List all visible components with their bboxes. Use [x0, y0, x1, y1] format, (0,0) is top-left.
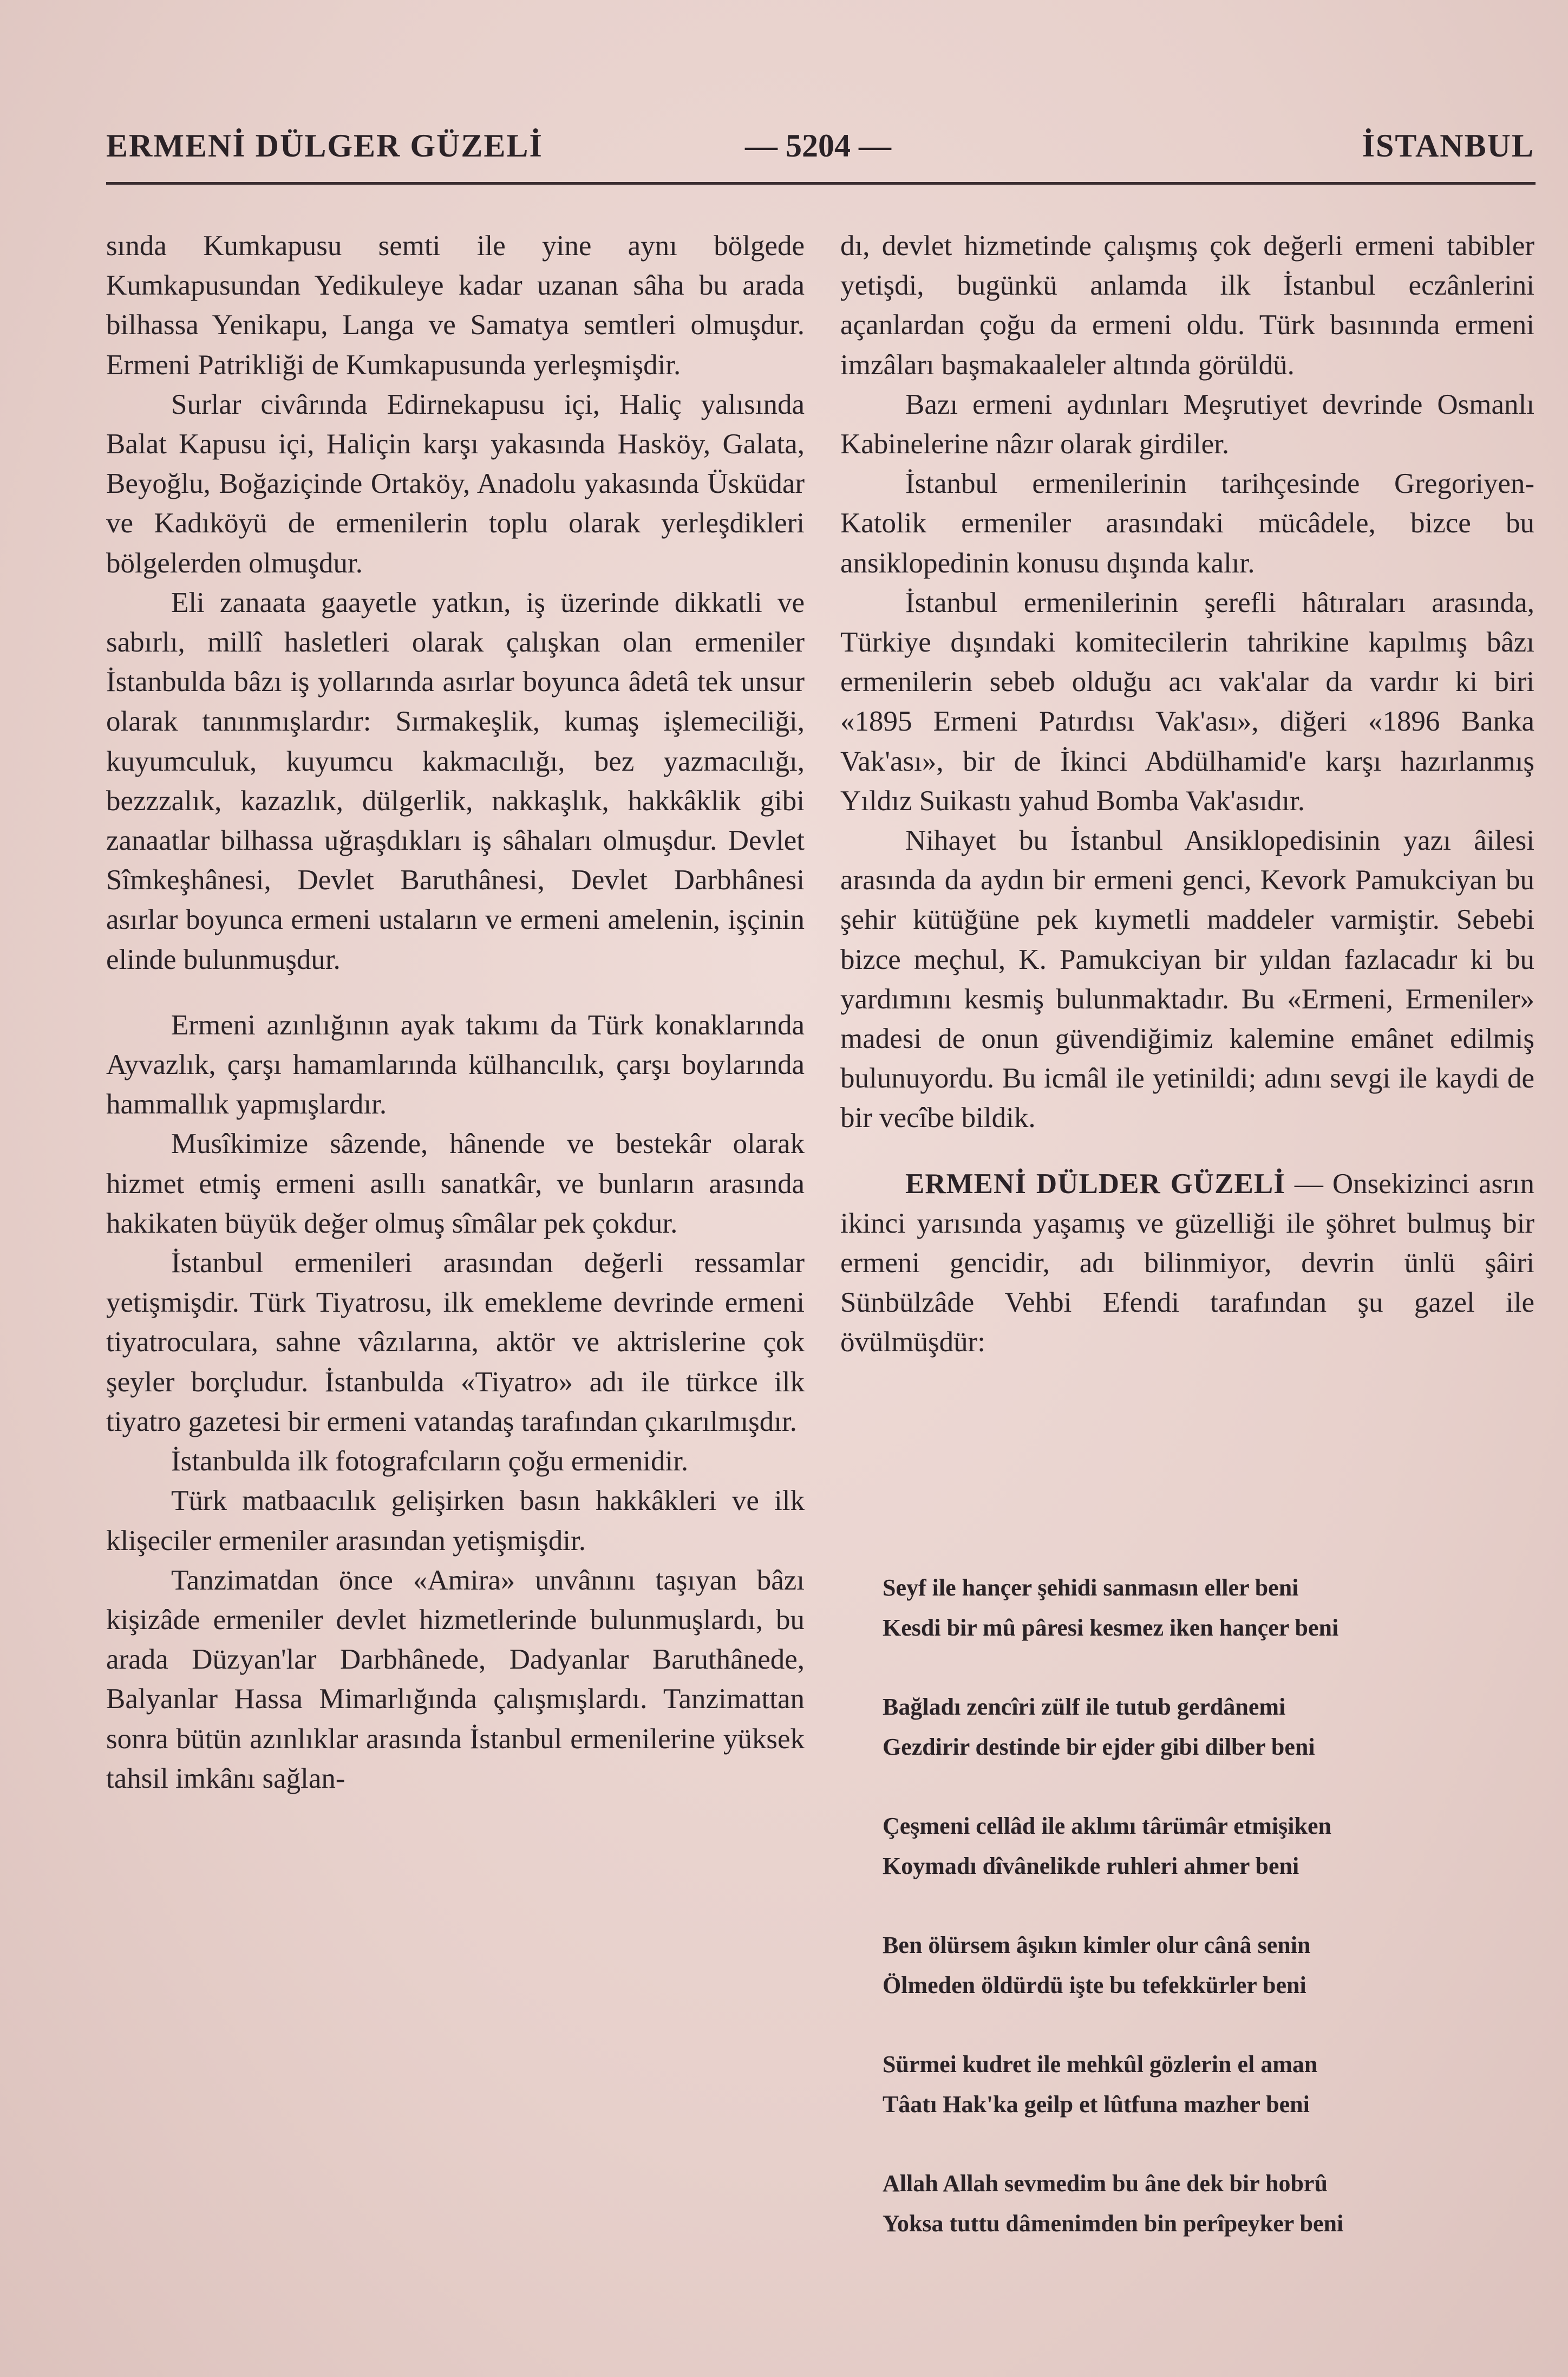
verse-line: Sürmei kudret ile mehkûl gözlerin el aman — [883, 2051, 1318, 2078]
couplet — [883, 2164, 1532, 2244]
couplet — [883, 1806, 1532, 1886]
paragraph: İstanbul ermenilerinin şerefli hâtıraları arasında, Türkiye dışındaki komitecilerin tahrikine kapılmış bâzı ermenilerin sebeb olduğu acı vak'alar da vardır ki biri «1895 Ermeni Patırdısı Vak'ası», diğeri «1896 Banka Vak'ası», bir de İkinci Abdülhamid'e karşı hazırlanmış Yıldız Suikastı yahud Bomba Vak'asıdır. — [840, 587, 1534, 817]
verse-line: Kesdi bir mû pâresi kesmez iken hançer beni — [883, 1614, 1339, 1641]
paragraph: Bazı ermeni aydınları Meşrutiyet devrinde Osmanlı Kabinelerine nâzır olarak girdiler. — [840, 388, 1534, 460]
running-head-left: ERMENİ DÜLGER GÜZELİ — [106, 128, 543, 164]
couplet — [883, 1925, 1532, 2005]
page-header — [106, 116, 1534, 176]
running-head-right: İSTANBUL — [1362, 128, 1534, 164]
gazel-poem — [883, 1568, 1532, 2283]
paragraph: Surlar civârında Edirnekapusu içi, Haliç yalısında Balat Kapusu içi, Haliçin karşı yakasında Hasköy, Galata, Beyoğlu, Boğaziçinde Ortaköy, Anadolu yakasında Üsküdar ve Kadıköyü de ermenilerin toplu olarak yerleşdikleri bölgelerden olmuşdur. — [106, 388, 805, 579]
verse-line: Ölmeden öldürdü işte bu tefekkürler beni — [883, 1972, 1306, 1998]
paragraph: İstanbulda ilk fotografcıların çoğu ermenidir. — [171, 1445, 689, 1477]
page-number: — 5204 — — [745, 128, 891, 164]
verse-line: Koymadı dîvânelikde ruhleri ahmer beni — [883, 1853, 1299, 1879]
verse-line: Allah Allah sevmedim bu âne dek bir hobrû — [883, 2170, 1328, 2197]
verse-line: Tâatı Hak'ka geilp et lûtfuna mazher beni — [883, 2091, 1310, 2118]
verse-line: Gezdirir destinde bir ejder gibi dilber beni — [883, 1734, 1315, 1760]
paragraph: İstanbul ermenileri arasından değerli ressamlar yetişmişdir. Türk Tiyatrosu, ilk emekleme devrinde ermeni tiyatroculara, sahne vâzılarına, aktör ve aktrislerine çok şeyler borçludur. İstanbulda «Tiyatro» adı ile türkce ilk tiyatro gazetesi bir ermeni vatandaş tarafından çıkarılmışdır. — [106, 1247, 805, 1437]
paragraph: Ermeni azınlığının ayak takımı da Türk konaklarında Ayvazlık, çarşı hamamlarında külhancılık, çarşı boylarında hammallık yapmışlardır. — [106, 1009, 805, 1121]
paragraph: sında Kumkapusu semti ile yine aynı bölgede Kumkapusundan Yedikuleye kadar uzanan sâha bu arada bilhassa Yenikapu, Langa ve Samatya semtleri olmuşdur. Ermeni Patrikliği de Kumkapusunda yerleşmişdir. — [106, 230, 805, 381]
couplet — [883, 1568, 1532, 1648]
paragraph: İstanbul ermenilerinin tarihçesinde Gregoriyen-Katolik ermeniler arasındaki mücâdele, bizce bu ansiklopedinin konusu dışında kalır. — [840, 468, 1534, 579]
entry-title: ERMENİ DÜLDER GÜZELİ — [905, 1168, 1285, 1200]
couplet — [883, 2044, 1532, 2125]
entry-paragraph — [840, 1164, 1534, 1363]
header-rule — [106, 182, 1536, 185]
paragraph: Musîkimize sâzende, hânende ve bestekâr olarak hizmet etmiş ermeni asıllı sanatkâr, ve bunların arasında hakikaten büyük değer olmuş sîmâlar pek çokdur. — [106, 1128, 805, 1239]
paragraph: Eli zanaata gaayetle yatkın, iş üzerinde dikkatli ve sabırlı, millî hasletleri olarak çalışkan olan ermeniler İstanbulda bâzı iş yollarında asırlar boyunca âdetâ tek unsur olarak tanınmışlardır: Sırmakeşlik, kumaş işlemeciliği, kuyumculuk, kuyumcu kakmacılığı, bez yazmacılığı, bezzzalık, kazazlık, dülgerlik, nakkaşlık, hakkâklik gibi zanaatlar bilhassa uğraşdıkları iş sâhaları olmuşdur. Devlet Sîmkeşhânesi, Devlet Baruthânesi, Devlet Darbhânesi asırlar boyunca ermeni ustaların ve ermeni amelenin, işçinin elinde bulunmuşdur. — [106, 587, 805, 975]
couplet — [883, 1687, 1532, 1767]
spacer — [840, 1138, 1534, 1164]
entry-text: — Onsekizinci asrın ikinci yarısında yaşamış ve güzelliği ile şöhret bulmuş bir ermeni gencidir, adı bilinmiyor, devrin ünlü şâiri Sünbülzâde Vehbi Efendi tarafından şu gazel ile övülmüşdür: — [840, 1168, 1534, 1358]
right-column — [840, 226, 1534, 1363]
verse-line: Seyf ile hançer şehidi sanmasın eller beni — [883, 1574, 1299, 1601]
paragraph: Tanzimatdan önce «Amira» unvânını taşıyan bâzı kişizâde ermeniler devlet hizmetlerinde bulunmuşlardı, bu arada Düzyan'lar Darbhânede, Dadyanlar Baruthânede, Balyanlar Hassa Mimarlığında çalışmışlardı. Tanzimattan sonra bütün azınlıklar arasında İstanbul ermenilerine yüksek tahsil imkânı sağlan- — [106, 1564, 805, 1794]
verse-line: Ben ölürsem âşıkın kimler olur cânâ senin — [883, 1932, 1311, 1958]
verse-line: Bağladı zencîri zülf ile tutub gerdânemi — [883, 1694, 1286, 1720]
paragraph: dı, devlet hizmetinde çalışmış çok değerli ermeni tabibler yetişdi, bugünkü anlamda ilk İstanbul eczânlerini açanlardan çoğu da ermeni oldu. Türk basınında ermeni imzâları başmakaaleler altında görüldü. — [840, 230, 1534, 381]
paragraph: Türk matbaacılık gelişirken basın hakkâkleri ve ilk klişeciler ermeniler arasından yetişmişdir. — [106, 1485, 805, 1557]
verse-line: Çeşmeni cellâd ile aklımı târümâr etmişiken — [883, 1813, 1331, 1839]
verse-line: Yoksa tuttu dâmenimden bin perîpeyker beni — [883, 2210, 1344, 2237]
paragraph: Nihayet bu İstanbul Ansiklopedisinin yazı âilesi arasında da aydın bir ermeni genci, Kevork Pamukciyan bu şehir kütüğüne pek kıymetli maddeler varmiştir. Sebebi bizce meçhul, K. Pamukciyan bir yıldan fazlacadır ki bu yardımını kesmiş bulunmaktadır. Bu «Ermeni, Ermeniler» madesi de onun güvendiğimiz kalemine emânet edilmiş bulunuyordu. Bu icmâl ile yetinildi; adını sevgi ile kaydi de bir vecîbe bildik. — [840, 825, 1534, 1134]
spacer — [106, 980, 805, 1006]
left-column — [106, 226, 805, 1799]
